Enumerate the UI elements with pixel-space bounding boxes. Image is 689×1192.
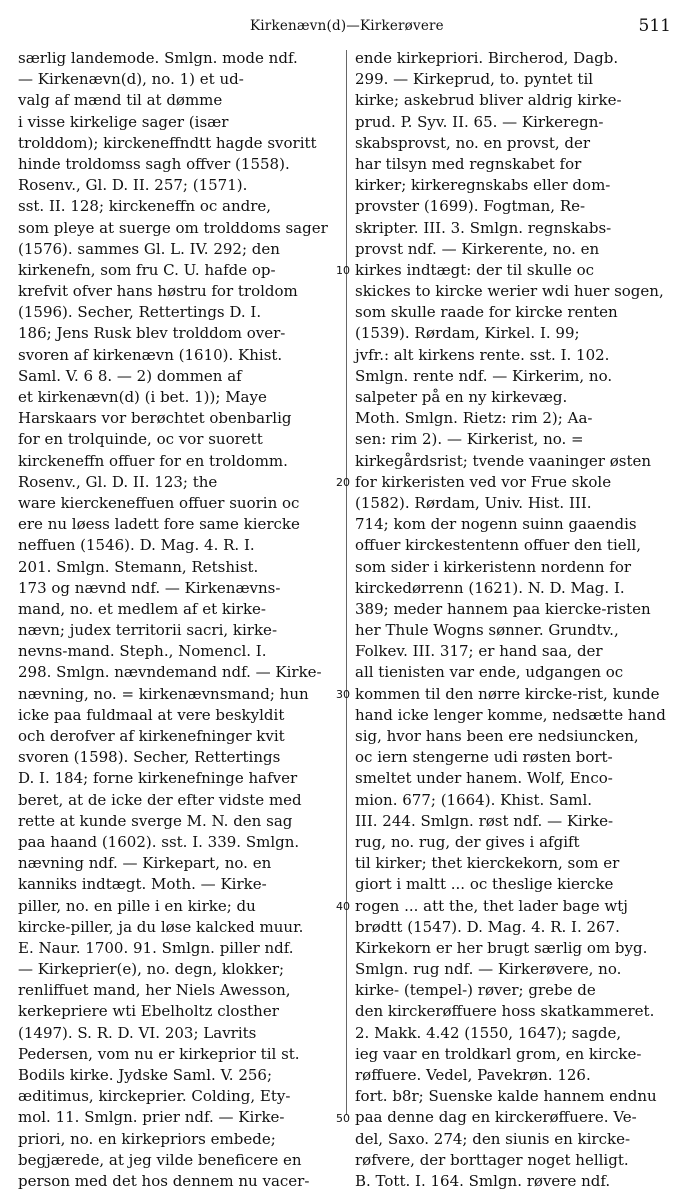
right-column-line: (1539). Rørdam, Kirkel. I. 99; [355,324,580,343]
right-column-line: sen: rim 2). — Kirkerist, no. = [355,430,584,449]
left-column-line: Rosenv., Gl. D. II. 257; (1571). [18,176,248,195]
left-column-line: — Kirkenævn(d), no. 1) et ud- [18,70,244,89]
left-column-line: mol. 11. Smlgn. prier ndf. — Kirke- [18,1108,285,1127]
left-column-line: icke paa fuldmaal at vere beskyldit [18,705,285,724]
left-column-line: och derofver af kirkenefninger kvit [18,727,285,745]
right-column-line: Smlgn. rente ndf. — Kirkerim, no. [355,366,613,385]
left-column-line: ware kierckeneffuen offuer suorin oc [18,493,300,512]
left-column-line: 298. Smlgn. nævndemand ndf. — Kirke- [18,663,322,682]
left-column-line: nevns-mand. Steph., Nomencl. I. [18,642,267,661]
margin-line-number: 20 [336,476,350,489]
left-column-line: æditimus, kirckeprier. Colding, Ety- [18,1087,291,1106]
left-column-line: for en trolquinde, oc vor suorett [18,430,263,449]
right-column-line: for kirkeristen ved vor Frue skole [355,472,612,491]
right-column-line: mion. 677; (1664). Khist. Saml. [355,790,593,809]
left-column [18,48,340,1192]
right-column-line: rogen ... att the, thet lader bage wtj [355,896,628,915]
left-column-line: trolddom); kirckeneffndtt hagde svoritt [18,133,317,152]
right-column-line: Moth. Smlgn. Rietz: rim 2); Aa- [355,409,593,428]
right-column-line: offuer kirckestentenn offuer den tiell, [355,536,641,555]
left-column-line: renliffuet mand, her Niels Awesson, [18,981,291,1000]
right-column-line: 714; kom der nogenn suinn gaaendis [355,515,637,534]
right-column-line: paa denne dag en kirckerøffuere. Ve- [355,1108,637,1127]
left-column-line: 186; Jens Rusk blev trolddom over- [18,324,286,343]
right-column-line: (1582). Rørdam, Univ. Hist. III. [355,493,592,512]
right-column-line: den kirckerøffuere hoss skatkammeret. [355,1002,655,1021]
right-column-line: III. 244. Smlgn. røst ndf. — Kirke- [355,811,614,830]
left-column-line: kircke-piller, ja du løse kalcked muur. [18,917,304,936]
right-column-line: kirker; kirkeregnskabs eller dom- [355,176,611,195]
right-column-line: kirkes indtægt: der til skulle oc [355,260,595,279]
left-column-line: priori, no. en kirkepriors embede; [18,1129,276,1148]
left-column-line: begjærede, at jeg vilde beneficere en [18,1150,302,1169]
right-column-line: skickes to kircke werier wdi huer sogen, [355,282,664,301]
left-column-line: rette at kunde sverge M. N. den sag [18,811,293,830]
right-column-line: ende kirkepriori. Bircherod, Dagb. [355,49,619,67]
right-column [355,48,675,1192]
right-column-line: skripter. III. 3. Smlgn. regnskabs- [355,218,612,237]
right-column-line: Smlgn. rug ndf. — Kirkerøvere, no. [355,960,622,979]
left-column-line: Harskaars vor berøchtet obenbarlig [18,409,292,428]
left-column-line: valg af mænd til at dømme [18,91,223,110]
margin-line-number: 50 [336,1112,350,1125]
right-column-line: 2. Makk. 4.42 (1550, 1647); sagde, [355,1023,622,1042]
column-divider [346,50,347,1114]
right-column-line: hand icke lenger komme, nedsætte hand [355,705,666,724]
right-column-line: røfvere, der borttager noget helligt. [355,1150,629,1169]
left-column-line: ere nu løess ladett fore same kiercke [18,515,300,534]
right-column-line: som sider i kirkeristenn nordenn for [355,557,632,576]
left-column-line: et kirkenævn(d) (i bet. 1)); Maye [18,388,267,406]
right-column-line: Folkev. III. 317; er hand saa, der [355,642,603,661]
left-column-line: Saml. V. 6 8. — 2) dommen af [18,366,242,385]
running-head [0,16,689,40]
left-column-line: sst. II. 128; kirckeneffn oc andre, [18,197,272,216]
right-column-line: rug, no. rug, der gives i afgift [355,832,580,851]
right-column-line: ieg vaar en troldkarl grom, en kircke- [355,1044,642,1063]
page-number: 511 [638,16,671,36]
left-column-line: (1497). S. R. D. VI. 203; Lavrits [18,1023,257,1042]
left-column-line: person med det hos dennem nu vacer- [18,1171,310,1190]
right-column-line: jvfr.: alt kirkens rente. sst. I. 102. [355,345,610,364]
left-column-line: D. I. 184; forne kirkenefninge hafver [18,769,298,788]
left-column-line: 173 og nævnd ndf. — Kirkenævns- [18,578,281,597]
left-column-line: (1596). Secher, Rettertings D. I. [18,303,262,322]
left-column-line: særlig landemode. Smlgn. mode ndf. [18,49,298,67]
left-column-line: mand, no. et medlem af et kirke- [18,599,266,618]
right-column-line: provst ndf. — Kirkerente, no. en [355,239,600,258]
right-column-line: salpeter på en ny kirkevæg. [355,388,568,406]
left-column-line: hinde troldomss sagh offver (1558). [18,154,290,173]
running-head-title: Kirkenævn(d)—Kirkerøvere [250,18,444,34]
right-column-line: kirkegårdsrist; tvende vaaninger østen [355,451,652,470]
left-column-line: 201. Smlgn. Stemann, Retshist. [18,557,259,576]
left-column-line: Pedersen, vom nu er kirkeprior til st. [18,1044,300,1063]
right-column-line: brødtt (1547). D. Mag. 4. R. I. 267. [355,917,620,936]
margin-line-number: 40 [336,900,350,913]
right-column-line: giort i maltt ... oc theslige kiercke [355,875,614,894]
right-column-line: kommen til den nørre kircke-rist, kunde [355,684,660,703]
right-column-line: fort. b8r; Suenske kalde hannem endnu [355,1087,657,1106]
left-column-line: neffuen (1546). D. Mag. 4. R. I. [18,536,255,555]
left-column-line: nævning, no. = kirkenævnsmand; hun [18,684,309,703]
right-column-line: 389; meder hannem paa kiercke-risten [355,599,651,618]
left-column-line: Bodils kirke. Jydske Saml. V. 256; [18,1066,273,1084]
right-column-line: røffuere. Vedel, Pavekrøn. 126. [355,1066,591,1084]
right-column-line: prud. P. Syv. II. 65. — Kirkeregn- [355,112,604,131]
right-column-line: skabsprovst, no. en provst, der [355,133,591,152]
left-column-line: piller, no. en pille i en kirke; du [18,896,256,915]
right-column-line: smeltet under hanem. Wolf, Enco- [355,769,613,788]
left-column-line: svoren (1598). Secher, Rettertings [18,748,281,767]
right-column-line: oc iern stengerne udi røsten bort- [355,748,613,767]
right-column-line: kirke; askebrud bliver aldrig kirke- [355,91,622,110]
left-column-line: kirkenefn, som fru C. U. hafde op- [18,260,276,279]
margin-line-number: 10 [336,264,350,277]
right-column-line: her Thule Wogns sønner. Grundtv., [355,621,619,640]
right-column-line: all tienisten var ende, udgangen oc [355,663,624,682]
left-column-line: kanniks indtægt. Moth. — Kirke- [18,875,267,894]
right-column-line: 299. — Kirkeprud, to. pyntet til [355,70,594,89]
left-column-line: i visse kirkelige sager (især [18,112,229,131]
right-column-line: sig, hvor hans been ere nedsiuncken, [355,727,639,745]
left-column-line: (1576). sammes Gl. L. IV. 292; den [18,239,280,258]
right-column-line: kirke- (tempel-) røver; grebe de [355,981,596,1000]
right-column-line: provster (1699). Fogtman, Re- [355,197,586,216]
left-column-line: E. Naur. 1700. 91. Smlgn. piller ndf. [18,938,294,957]
right-column-line: til kirker; thet kierckekorn, som er [355,854,620,873]
left-column-line: paa haand (1602). sst. I. 339. Smlgn. [18,832,300,851]
left-column-line: nævn; judex territorii sacri, kirke- [18,621,278,640]
right-column-line: Kirkekorn er her brugt særlig om byg. [355,938,648,957]
left-column-line: krefvit ofver hans høstru for troldom [18,282,298,301]
left-column-line: kirckeneffn offuer for en troldomm. [18,451,288,470]
right-column-line: kirckedørrenn (1621). N. D. Mag. I. [355,578,625,597]
left-column-line: Rosenv., Gl. D. II. 123; the [18,472,218,491]
left-column-line: kerkepriere wti Ebelholtz closther [18,1002,279,1021]
right-column-line: har tilsyn med regnskabet for [355,154,582,173]
left-column-line: som pleye at suerge om trolddoms sager [18,218,328,237]
left-column-line: nævning ndf. — Kirkepart, no. en [18,854,272,873]
right-column-line: del, Saxo. 274; den siunis en kircke- [355,1129,631,1148]
right-column-line: som skulle raade for kircke renten [355,303,618,322]
left-column-line: svoren af kirkenævn (1610). Khist. [18,345,283,364]
margin-line-number: 30 [336,688,350,701]
left-column-line: — Kirkeprier(e), no. degn, klokker; [18,960,285,979]
right-column-line: B. Tott. I. 164. Smlgn. røvere ndf. [355,1171,611,1190]
left-column-line: beret, at de icke der efter vidste med [18,790,302,809]
